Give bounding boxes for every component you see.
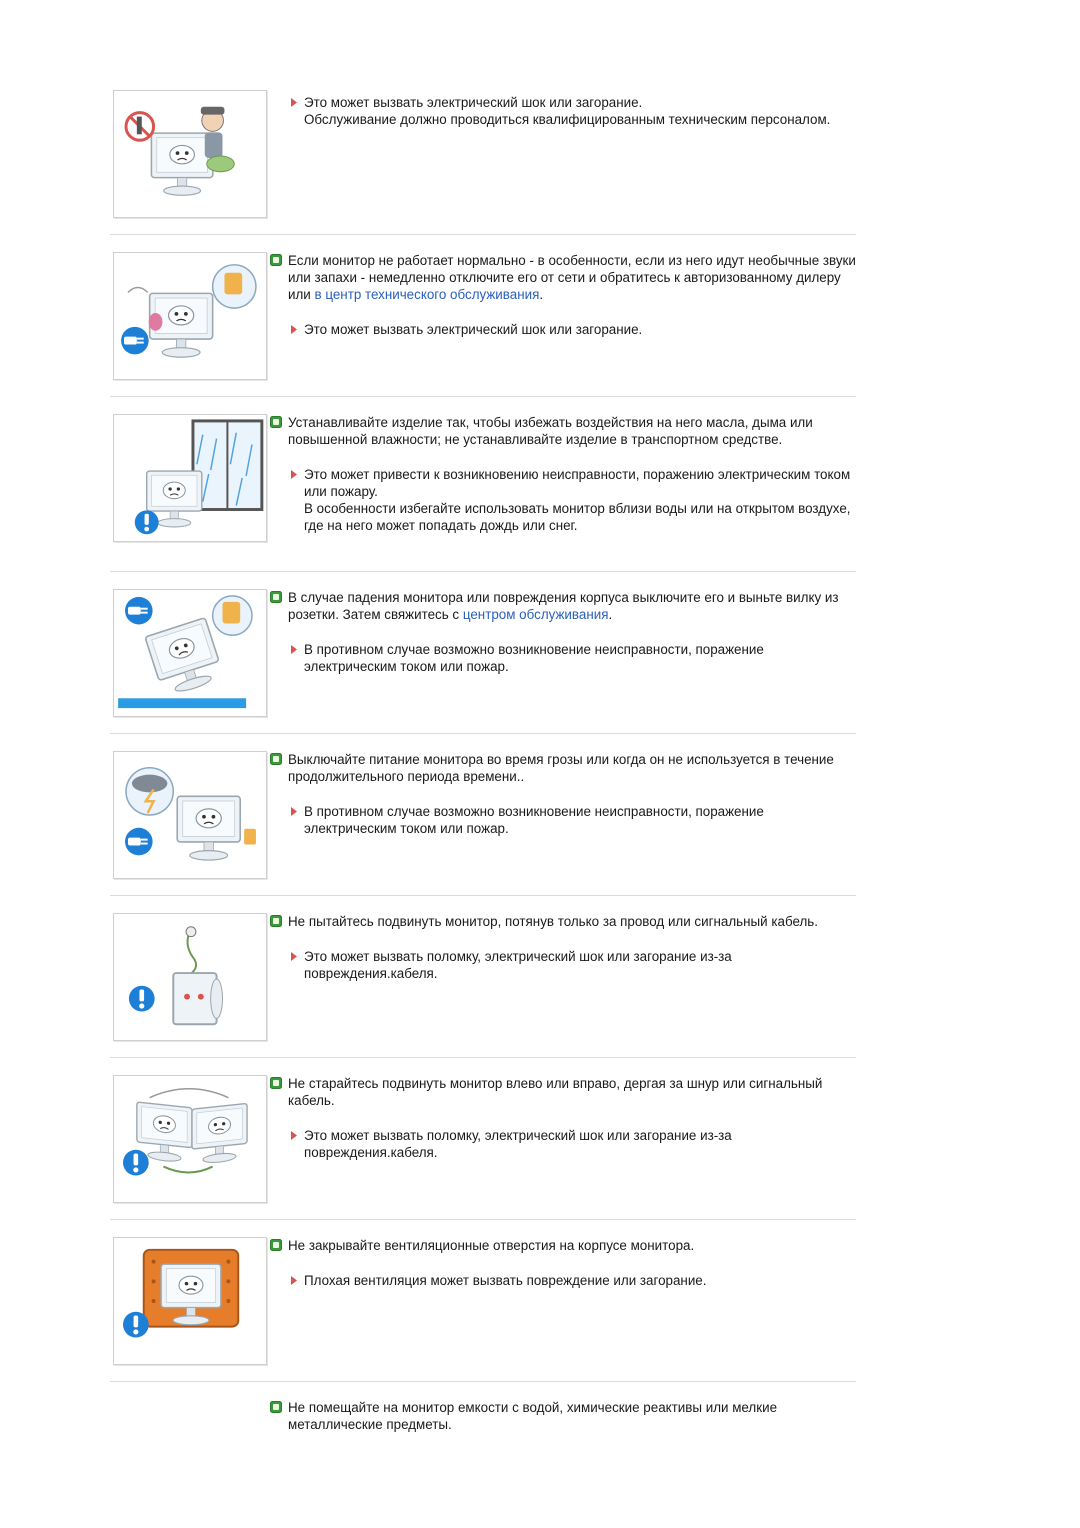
safety-section [110, 248, 856, 383]
note-item [270, 321, 856, 338]
service-center-link[interactable]: центром обслуживания [462, 607, 609, 622]
note-text: Это может вызвать поломку, электрический шок или загорание из-за повреждения.кабеля. [304, 1128, 732, 1160]
note-text: В противном случае возможно возникновение неисправности, поражение электрическим током или пожар. [304, 804, 764, 836]
note-item [270, 1272, 856, 1289]
illustration-covered-vents [113, 1237, 267, 1365]
triangle-bullet-icon [290, 951, 298, 962]
main-instruction [270, 913, 856, 930]
triangle-bullet-icon [290, 806, 298, 817]
safety-section [110, 747, 856, 882]
main-instruction [270, 252, 856, 303]
safety-section [110, 1071, 856, 1206]
main-instruction [270, 589, 856, 623]
note-text: В особенности избегайте использовать монитор вблизи воды или на открытом воздухе, где на него может попадать дождь или снег. [304, 501, 851, 533]
section-divider [110, 234, 856, 235]
illustration-thunderstorm [113, 751, 267, 879]
service-center-link[interactable]: в центр технического обслуживания [314, 287, 540, 302]
illustration-no-disassembly [113, 90, 267, 218]
square-bullet-icon [270, 254, 282, 266]
square-bullet-icon [270, 915, 282, 927]
triangle-bullet-icon [290, 1275, 298, 1286]
safety-section [110, 909, 856, 1044]
note-text: Это может вызвать электрический шок или загорание. [304, 95, 643, 110]
note-item [270, 948, 856, 982]
main-instruction [270, 751, 856, 785]
note-text: Это может вызвать поломку, электрический шок или загорание из-за повреждения.кабеля. [304, 949, 732, 981]
triangle-bullet-icon [290, 644, 298, 655]
section-divider [110, 571, 856, 572]
square-bullet-icon [270, 1077, 282, 1089]
instruction-text: Не пытайтесь подвинуть монитор, потянув только за провод или сигнальный кабель. [288, 914, 818, 929]
triangle-bullet-icon [290, 1130, 298, 1141]
main-instruction [270, 1399, 856, 1433]
instruction-text: Не помещайте на монитор емкости с водой, химические реактивы или мелкие металлические предметы. [288, 1400, 778, 1432]
note-text: Это может привести к возникновению неисправности, поражению электрическим током или пожару. [304, 467, 851, 499]
instruction-text: Устанавливайте изделие так, чтобы избежать воздействия на него масла, дыма или повышенной влажности; не устанавливайте изделие в транспортном средстве. [288, 415, 813, 447]
note-item [270, 641, 856, 675]
square-bullet-icon [270, 753, 282, 765]
note-text: Плохая вентиляция может вызвать повреждение или загорание. [304, 1273, 707, 1288]
section-divider [110, 1219, 856, 1220]
illustration-pull-by-cable [113, 913, 267, 1041]
illustration-unplug-monitor [113, 252, 267, 380]
instruction-text: В случае падения монитора или повреждения корпуса выключите его и выньте вилку из розетки. Затем свяжитесь с [288, 590, 839, 622]
section-divider [110, 1381, 856, 1382]
safety-section [110, 86, 856, 221]
instruction-text: Не старайтесь подвинуть монитор влево или вправо, дергая за шнур или сигнальный кабель. [288, 1076, 823, 1108]
section-divider [110, 396, 856, 397]
main-instruction [270, 414, 856, 448]
note-text: В противном случае возможно возникновение неисправности, поражение электрическим током или пожар. [304, 642, 764, 674]
triangle-bullet-icon [290, 469, 298, 480]
note-item [270, 466, 856, 534]
section-divider [110, 895, 856, 896]
triangle-bullet-icon [290, 97, 298, 108]
safety-section [110, 410, 856, 545]
illustration-falling-monitor [113, 589, 267, 717]
instruction-text: Если монитор не работает нормально - в особенности, если из него идут необычные звуки или запахи - немедленно отключите его от сети и обратитесь к авторизованному дилеру или [288, 253, 856, 302]
safety-section [110, 585, 856, 720]
note-item [270, 803, 856, 837]
instruction-text-end: . [539, 287, 544, 302]
section-divider [110, 1057, 856, 1058]
triangle-bullet-icon [290, 324, 298, 335]
note-item [270, 94, 856, 128]
section-divider [110, 733, 856, 734]
illustration-swing-monitor [113, 1075, 267, 1203]
square-bullet-icon [270, 1239, 282, 1251]
square-bullet-icon [270, 1401, 282, 1413]
note-text: Обслуживание должно проводиться квалифицированным техническим персоналом. [304, 112, 831, 127]
illustration-rain-window [113, 414, 267, 542]
main-instruction [270, 1237, 856, 1254]
safety-section [110, 1395, 856, 1455]
safety-section [110, 1233, 856, 1368]
note-text: Это может вызвать электрический шок или загорание. [304, 322, 643, 337]
instruction-text: Не закрывайте вентиляционные отверстия на корпусе монитора. [288, 1238, 695, 1253]
square-bullet-icon [270, 416, 282, 428]
instruction-text-end: . [608, 607, 613, 622]
square-bullet-icon [270, 591, 282, 603]
instruction-text: Выключайте питание монитора во время грозы или когда он не используется в течение продолжительного периода времени.. [288, 752, 834, 784]
note-item [270, 1127, 856, 1161]
main-instruction [270, 1075, 856, 1109]
